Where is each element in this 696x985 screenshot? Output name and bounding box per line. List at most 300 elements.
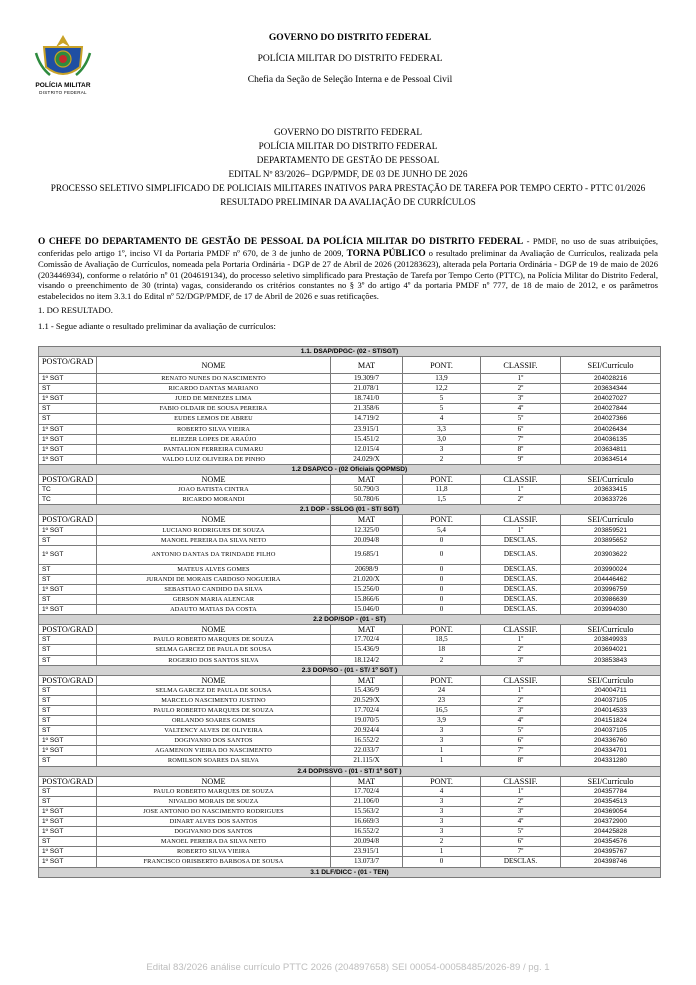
- cell-posto-grad: 1º SGT: [39, 545, 97, 564]
- cell-sei-curriculo: 204446462: [561, 574, 661, 584]
- cell-nome: ROGERIO DOS SANTOS SILVA: [97, 655, 331, 665]
- cell-sei-curriculo: 203634514: [561, 454, 661, 464]
- cell-sei-curriculo: 204004711: [561, 685, 661, 695]
- cell-classificacao: DESCLAS.: [481, 545, 561, 564]
- cell-sei-curriculo: 203634811: [561, 444, 661, 454]
- cell-posto-grad: ST: [39, 404, 97, 414]
- cell-posto-grad: TC: [39, 495, 97, 505]
- cell-matricula: 21.078/1: [331, 384, 403, 394]
- cell-sei-curriculo: 204331280: [561, 756, 661, 766]
- cell-classificacao: DESCLAS.: [481, 857, 561, 867]
- column-header-posto-grad: POSTO/GRAD: [39, 675, 97, 685]
- cell-pontuacao: 0: [403, 535, 481, 545]
- column-header-row: [39, 776, 661, 786]
- cell-matricula: 19.309/7: [331, 374, 403, 384]
- cell-pontuacao: 18,5: [403, 635, 481, 645]
- cell-pontuacao: 16,5: [403, 706, 481, 716]
- cell-classificacao: 6º: [481, 424, 561, 434]
- section-title: 2.3 DOP/SO - (01 - ST/ 1º SGT ): [39, 665, 661, 675]
- cell-pontuacao: 3: [403, 806, 481, 816]
- cell-pontuacao: 1,5: [403, 495, 481, 505]
- cell-classificacao: 5º: [481, 827, 561, 837]
- cell-pontuacao: 3: [403, 444, 481, 454]
- cell-sei-curriculo: 204027027: [561, 394, 661, 404]
- cell-posto-grad: 1º SGT: [39, 374, 97, 384]
- cell-classificacao: 1º: [481, 485, 561, 495]
- cell-pontuacao: 0: [403, 545, 481, 564]
- table-row: [39, 847, 661, 857]
- table-row: [39, 434, 661, 444]
- column-header-nome: NOME: [97, 357, 331, 374]
- cell-posto-grad: ST: [39, 594, 97, 604]
- cell-matricula: 20.924/4: [331, 726, 403, 736]
- pmdf-crest-icon: [30, 33, 96, 83]
- cell-classificacao: DESCLAS.: [481, 535, 561, 545]
- header-police: POLÍCIA MILITAR DO DISTRITO FEDERAL: [257, 54, 443, 64]
- column-header-matricula: MAT: [331, 357, 403, 374]
- column-header-posto-grad: POSTO/GRAD: [39, 625, 97, 635]
- column-header-nome: NOME: [97, 675, 331, 685]
- cell-nome: ADAUTO MATIAS DA COSTA: [97, 605, 331, 615]
- table-row: [39, 414, 661, 424]
- cell-posto-grad: ST: [39, 414, 97, 424]
- table-row: [39, 806, 661, 816]
- cell-posto-grad: 1º SGT: [39, 827, 97, 837]
- cell-sei-curriculo: 204014533: [561, 706, 661, 716]
- cell-pontuacao: 1: [403, 746, 481, 756]
- cell-posto-grad: 1º SGT: [39, 434, 97, 444]
- table-row: [39, 454, 661, 464]
- table-row: [39, 837, 661, 847]
- cell-classificacao: 2º: [481, 495, 561, 505]
- page-header: [0, 0, 696, 95]
- cell-sei-curriculo: 203990024: [561, 564, 661, 574]
- cell-sei-curriculo: 204036135: [561, 434, 661, 444]
- cell-matricula: 18.124/2: [331, 655, 403, 665]
- cell-nome: PAULO ROBERTO MARQUES DE SOUZA: [97, 786, 331, 796]
- cell-pontuacao: 24: [403, 685, 481, 695]
- column-header-matricula: MAT: [331, 776, 403, 786]
- column-header-row: [39, 675, 661, 685]
- section-title: 2.1 DOP - SSLOG (01 - ST/ SGT): [39, 505, 661, 515]
- cell-pontuacao: 13,9: [403, 374, 481, 384]
- cell-nome: ORLANDO SOARES GOMES: [97, 716, 331, 726]
- column-header-matricula: MAT: [331, 475, 403, 485]
- column-header-sei-curriculo: SEI/Currículo: [561, 625, 661, 635]
- cell-nome: DOGIVANIO DOS SANTOS: [97, 736, 331, 746]
- column-header-row: [39, 515, 661, 525]
- intro-text-b: o resultado preliminar da Avaliação de Currículos, realizada pela Comissão de Avaliação de Currículos, nomeada pela Portaria Ordinária - DGP de 27 de Abril de 2026 (201283623), alterada pela Portaria Ordinária - DGP de 19 de maio de 2026 (203446934), conforme o relatório nº 01 (204619134), do processo seletivo simplificado para Prestação de Tarefa por Tempo Certo (PTTC), na Polícia Militar do Distrito Federal, visando o preenchimento de 30 (trinta) vagas, considerando os critérios constantes no § 3º do artigo 4º da portaria PMDF nº 777, de 18 de maio de 2012, e os parâmetros estabelecidos no item 3.3.1 do Edital nº 52/DGP/PMDF, de 17 de Abril de 2026 e suas retificações.: [38, 247, 658, 301]
- cell-posto-grad: ST: [39, 756, 97, 766]
- cell-pontuacao: 2: [403, 454, 481, 464]
- cell-classificacao: 4º: [481, 817, 561, 827]
- cell-posto-grad: 1º SGT: [39, 857, 97, 867]
- cell-nome: MANOEL PEREIRA DA SILVA NETO: [97, 535, 331, 545]
- table-row: [39, 525, 661, 535]
- cell-matricula: 17.702/4: [331, 786, 403, 796]
- cell-classificacao: 3º: [481, 706, 561, 716]
- cell-matricula: 20698/9: [331, 564, 403, 574]
- page-footer: Edital 83/2026 análise currículo PTTC 2026 (204897658) SEI 00054-00058485/2026-89 / pg. 1: [146, 962, 550, 973]
- cell-posto-grad: ST: [39, 706, 97, 716]
- column-header-nome: NOME: [97, 625, 331, 635]
- section-title-row: [39, 464, 661, 474]
- cell-posto-grad: 1º SGT: [39, 584, 97, 594]
- table-row: [39, 404, 661, 414]
- column-header-pontuacao: PONT.: [403, 515, 481, 525]
- cell-classificacao: 3º: [481, 806, 561, 816]
- cell-matricula: 15.436/9: [331, 685, 403, 695]
- cell-classificacao: 6º: [481, 837, 561, 847]
- cell-matricula: 15.436/9: [331, 645, 403, 655]
- cell-sei-curriculo: 204395767: [561, 847, 661, 857]
- cell-posto-grad: 1º SGT: [39, 444, 97, 454]
- cell-classificacao: 4º: [481, 404, 561, 414]
- table-row: [39, 605, 661, 615]
- cell-pontuacao: 3: [403, 796, 481, 806]
- cell-classificacao: 4º: [481, 716, 561, 726]
- table-row: [39, 736, 661, 746]
- cell-nome: MATEUS ALVES GOMES: [97, 564, 331, 574]
- cell-matricula: 16.552/2: [331, 736, 403, 746]
- cell-sei-curriculo: 204336760: [561, 736, 661, 746]
- cell-sei-curriculo: 204372900: [561, 817, 661, 827]
- cell-classificacao: 5º: [481, 414, 561, 424]
- cell-classificacao: 2º: [481, 695, 561, 705]
- section-title-row: [39, 505, 661, 515]
- cell-pontuacao: 18: [403, 645, 481, 655]
- cell-matricula: 23.915/1: [331, 847, 403, 857]
- cell-pontuacao: 3,0: [403, 434, 481, 444]
- column-header-sei-curriculo: SEI/Currículo: [561, 475, 661, 485]
- cell-nome: MANOEL PEREIRA DA SILVA NETO: [97, 837, 331, 847]
- cell-posto-grad: 1º SGT: [39, 806, 97, 816]
- table-row: [39, 655, 661, 665]
- table-row: [39, 594, 661, 604]
- cell-pontuacao: 0: [403, 574, 481, 584]
- cell-pontuacao: 0: [403, 584, 481, 594]
- cell-sei-curriculo: 204037105: [561, 726, 661, 736]
- cell-pontuacao: 0: [403, 857, 481, 867]
- cell-nome: SELMA GARCEZ DE PAULA DE SOUSA: [97, 685, 331, 695]
- table-row: [39, 485, 661, 495]
- cell-pontuacao: 3: [403, 726, 481, 736]
- cell-classificacao: 8º: [481, 756, 561, 766]
- cell-nome: ROBERTO SILVA VIEIRA: [97, 424, 331, 434]
- cell-nome: LUCIANO RODRIGUES DE SOUZA: [97, 525, 331, 535]
- section-title: 2.4 DOP/SSVG - (01 - ST/ 1º SGT ): [39, 766, 661, 776]
- column-header-posto-grad: POSTO/GRAD: [39, 515, 97, 525]
- cell-nome: ROMILSON SOARES DA SILVA: [97, 756, 331, 766]
- table-row: [39, 857, 661, 867]
- cell-pontuacao: 3,3: [403, 424, 481, 434]
- cell-matricula: 12.325/0: [331, 525, 403, 535]
- cell-classificacao: 5º: [481, 726, 561, 736]
- title-government: GOVERNO DO DISTRITO FEDERAL: [273, 127, 423, 137]
- cell-posto-grad: ST: [39, 655, 97, 665]
- cell-pontuacao: 3,9: [403, 716, 481, 726]
- cell-matricula: 13.073/7: [331, 857, 403, 867]
- cell-matricula: 17.702/4: [331, 635, 403, 645]
- column-header-posto-grad: POSTO/GRAD: [39, 475, 97, 485]
- cell-matricula: 50.780/6: [331, 495, 403, 505]
- cell-matricula: 20.094/8: [331, 535, 403, 545]
- cell-matricula: 21.358/6: [331, 404, 403, 414]
- cell-sei-curriculo: 204026434: [561, 424, 661, 434]
- table-row: [39, 584, 661, 594]
- cell-sei-curriculo: 203633415: [561, 485, 661, 495]
- cell-nome: ROBERTO SILVA VIEIRA: [97, 847, 331, 857]
- cell-sei-curriculo: 203853843: [561, 655, 661, 665]
- cell-classificacao: 1º: [481, 374, 561, 384]
- column-header-sei-curriculo: SEI/Currículo: [561, 675, 661, 685]
- cell-nome: RENATO NUNES DO NASCIMENTO: [97, 374, 331, 384]
- column-header-pontuacao: PONT.: [403, 776, 481, 786]
- cell-pontuacao: 23: [403, 695, 481, 705]
- column-header-matricula: MAT: [331, 675, 403, 685]
- table-row: [39, 756, 661, 766]
- cell-sei-curriculo: 203694021: [561, 645, 661, 655]
- table-row: [39, 706, 661, 716]
- cell-classificacao: 1º: [481, 786, 561, 796]
- cell-matricula: 16.669/3: [331, 817, 403, 827]
- column-header-nome: NOME: [97, 475, 331, 485]
- cell-posto-grad: 1º SGT: [39, 746, 97, 756]
- column-header-row: [39, 625, 661, 635]
- cell-matricula: 19.070/5: [331, 716, 403, 726]
- cell-sei-curriculo: 204027366: [561, 414, 661, 424]
- cell-nome: FRANCISCO ORISBERTO BARBOSA DE SOUSA: [97, 857, 331, 867]
- section-title-row: [39, 347, 661, 357]
- cell-sei-curriculo: 204354576: [561, 837, 661, 847]
- cell-posto-grad: 1º SGT: [39, 736, 97, 746]
- cell-classificacao: 1º: [481, 635, 561, 645]
- cell-pontuacao: 2: [403, 655, 481, 665]
- cell-nome: SEBASTIAO CANDIDO DA SILVA: [97, 584, 331, 594]
- cell-posto-grad: ST: [39, 635, 97, 645]
- logo-text-district: DISTRITO FEDERAL: [39, 90, 87, 95]
- cell-matricula: 23.915/1: [331, 424, 403, 434]
- cell-nome: EUDES LEMOS DE ABREU: [97, 414, 331, 424]
- cell-classificacao: 1º: [481, 685, 561, 695]
- column-header-pontuacao: PONT.: [403, 357, 481, 374]
- column-header-nome: NOME: [97, 515, 331, 525]
- cell-pontuacao: 5: [403, 404, 481, 414]
- cell-classificacao: 3º: [481, 394, 561, 404]
- cell-nome: VALTENCY ALVES DE OLIVEIRA: [97, 726, 331, 736]
- cell-matricula: 20.529/X: [331, 695, 403, 705]
- cell-nome: ELIEZER LOPES DE ARAÚJO: [97, 434, 331, 444]
- cell-classificacao: 2º: [481, 796, 561, 806]
- table-row: [39, 545, 661, 564]
- cell-classificacao: 8º: [481, 444, 561, 454]
- column-header-classificacao: CLASSIF.: [481, 675, 561, 685]
- column-header-classificacao: CLASSIF.: [481, 357, 561, 374]
- cell-pontuacao: 0: [403, 594, 481, 604]
- table-row: [39, 827, 661, 837]
- cell-nome: VALDO LUIZ OLIVEIRA DE PINHO: [97, 454, 331, 464]
- cell-matricula: 21.106/0: [331, 796, 403, 806]
- cell-matricula: 17.702/4: [331, 706, 403, 716]
- cell-pontuacao: 3: [403, 817, 481, 827]
- cell-sei-curriculo: 204357784: [561, 786, 661, 796]
- logo-text-police: POLÍCIA MILITAR: [35, 82, 91, 89]
- cell-pontuacao: 1: [403, 847, 481, 857]
- intro-torna-publico: TORNA PÚBLICO: [346, 248, 426, 259]
- column-header-matricula: MAT: [331, 515, 403, 525]
- cell-posto-grad: 1º SGT: [39, 525, 97, 535]
- table-row: [39, 444, 661, 454]
- cell-nome: MARCELO NASCIMENTO JUSTINO: [97, 695, 331, 705]
- cell-nome: PAULO ROBERTO MARQUES DE SOUZA: [97, 706, 331, 716]
- cell-posto-grad: 1º SGT: [39, 394, 97, 404]
- section-title-row: [39, 615, 661, 625]
- cell-matricula: 20.094/8: [331, 837, 403, 847]
- cell-pontuacao: 0: [403, 605, 481, 615]
- column-header-pontuacao: PONT.: [403, 675, 481, 685]
- column-header-posto-grad: POSTO/GRAD: [39, 776, 97, 786]
- cell-classificacao: 1º: [481, 525, 561, 535]
- cell-pontuacao: 2: [403, 837, 481, 847]
- cell-sei-curriculo: 203859521: [561, 525, 661, 535]
- table-row: [39, 394, 661, 404]
- cell-matricula: 15.256/0: [331, 584, 403, 594]
- cell-classificacao: DESCLAS.: [481, 564, 561, 574]
- cell-nome: FABIO OLDAIR DE SOUSA PEREIRA: [97, 404, 331, 414]
- cell-matricula: 50.790/3: [331, 485, 403, 495]
- cell-posto-grad: 1º SGT: [39, 605, 97, 615]
- cell-pontuacao: 4: [403, 414, 481, 424]
- table-row: [39, 685, 661, 695]
- column-header-classificacao: CLASSIF.: [481, 625, 561, 635]
- cell-posto-grad: 1º SGT: [39, 847, 97, 857]
- cell-sei-curriculo: 204151824: [561, 716, 661, 726]
- table-row: [39, 726, 661, 736]
- table-row: [39, 495, 661, 505]
- cell-classificacao: 9º: [481, 454, 561, 464]
- cell-posto-grad: ST: [39, 786, 97, 796]
- cell-matricula: 19.685/1: [331, 545, 403, 564]
- title-process: PROCESSO SELETIVO SIMPLIFICADO DE POLICIAIS MILITARES INATIVOS PARA PRESTAÇÃO DE TAREFA POR TEMPO CERTO - PTTC 01/2026: [50, 183, 646, 193]
- cell-posto-grad: ST: [39, 695, 97, 705]
- section-title: 1.2 DSAP/CO - (02 Oficiais QOPMSD): [39, 464, 661, 474]
- cell-sei-curriculo: 203996759: [561, 584, 661, 594]
- column-header-pontuacao: PONT.: [403, 475, 481, 485]
- cell-pontuacao: 5: [403, 394, 481, 404]
- title-department: DEPARTAMENTO DE GESTÃO DE PESSOAL: [256, 155, 440, 165]
- section-title: 1.1. DSAP/DPGC- (02 - ST/SGT): [39, 347, 661, 357]
- table-row: [39, 384, 661, 394]
- cell-pontuacao: 11,8: [403, 485, 481, 495]
- section-title-row: [39, 665, 661, 675]
- column-header-classificacao: CLASSIF.: [481, 776, 561, 786]
- title-result: RESULTADO PRELIMINAR DA AVALIAÇÃO DE CURRÍCULOS: [220, 197, 476, 207]
- table-row: [39, 695, 661, 705]
- table-row: [39, 374, 661, 384]
- cell-sei-curriculo: 203634344: [561, 384, 661, 394]
- cell-sei-curriculo: 204028216: [561, 374, 661, 384]
- cell-matricula: 12.015/4: [331, 444, 403, 454]
- column-header-posto-grad: POSTO/GRAD: [39, 357, 97, 374]
- cell-sei-curriculo: 204037105: [561, 695, 661, 705]
- cell-sei-curriculo: 204425828: [561, 827, 661, 837]
- cell-matricula: 14.719/2: [331, 414, 403, 424]
- intro-lead: O CHEFE DO DEPARTAMENTO DE GESTÃO DE PESSOAL DA POLÍCIA MILITAR DO DISTRITO FEDERAL: [38, 237, 524, 247]
- cell-classificacao: DESCLAS.: [481, 584, 561, 594]
- cell-classificacao: 2º: [481, 645, 561, 655]
- section-title: 3.1 DLF/DICC - (01 - TEN): [39, 867, 661, 877]
- cell-nome: AGAMENON VIEIRA DO NASCIMENTO: [97, 746, 331, 756]
- table-row: [39, 716, 661, 726]
- column-header-classificacao: CLASSIF.: [481, 475, 561, 485]
- cell-matricula: 15.046/0: [331, 605, 403, 615]
- cell-nome: JURANDI DE MORAIS CARDOSO NOGUEIRA: [97, 574, 331, 584]
- cell-nome: JUED DE MENEZES LIMA: [97, 394, 331, 404]
- column-header-row: [39, 357, 661, 374]
- cell-posto-grad: 1º SGT: [39, 454, 97, 464]
- header-government: GOVERNO DO DISTRITO FEDERAL: [268, 33, 432, 43]
- cell-posto-grad: ST: [39, 574, 97, 584]
- section-result-subheading: 1.1 - Segue adiante o resultado preliminar da avaliação de currículos:: [38, 321, 276, 331]
- cell-posto-grad: ST: [39, 384, 97, 394]
- cell-posto-grad: TC: [39, 485, 97, 495]
- column-header-classificacao: CLASSIF.: [481, 515, 561, 525]
- cell-matricula: 18.741/0: [331, 394, 403, 404]
- cell-classificacao: 7º: [481, 434, 561, 444]
- cell-nome: SELMA GARCEZ DE PAULA DE SOUSA: [97, 645, 331, 655]
- cell-nome: JOAO BATISTA CINTRA: [97, 485, 331, 495]
- cell-sei-curriculo: 203895652: [561, 535, 661, 545]
- column-header-pontuacao: PONT.: [403, 625, 481, 635]
- cell-posto-grad: ST: [39, 535, 97, 545]
- cell-sei-curriculo: 203986639: [561, 594, 661, 604]
- cell-posto-grad: 1º SGT: [39, 424, 97, 434]
- column-header-nome: NOME: [97, 776, 331, 786]
- header-section: Chefia da Seção de Seleção Interna e de Pessoal Civil: [247, 75, 453, 85]
- cell-sei-curriculo: 204354513: [561, 796, 661, 806]
- cell-pontuacao: 0: [403, 564, 481, 574]
- cell-classificacao: DESCLAS.: [481, 605, 561, 615]
- section-title-row: [39, 766, 661, 776]
- intro-paragraph: [38, 236, 658, 302]
- intro-text-a: - PMDF, no uso de suas atribuições, conferidas pelo artigo 1º, inciso VI da Portaria PMDF nº 670, de 3 de junho de 2009,: [38, 236, 658, 258]
- cell-nome: PANTALION FERREIRA CUMARU: [97, 444, 331, 454]
- cell-sei-curriculo: 203994030: [561, 605, 661, 615]
- table-row: [39, 796, 661, 806]
- results-table: [38, 346, 661, 878]
- table-row: [39, 817, 661, 827]
- cell-pontuacao: 1: [403, 756, 481, 766]
- cell-matricula: 15.563/2: [331, 806, 403, 816]
- cell-nome: RICARDO DANTAS MARIANO: [97, 384, 331, 394]
- table-row: [39, 645, 661, 655]
- cell-matricula: 15.451/2: [331, 434, 403, 444]
- cell-sei-curriculo: 203903622: [561, 545, 661, 564]
- cell-matricula: 24.029/X: [331, 454, 403, 464]
- cell-posto-grad: ST: [39, 685, 97, 695]
- cell-classificacao: 7º: [481, 847, 561, 857]
- title-edital: EDITAL Nº 83/2026– DGP/PMDF, DE 03 DE JUNHO DE 2026: [228, 169, 468, 179]
- cell-nome: GERSON MARIA ALENCAR: [97, 594, 331, 604]
- cell-nome: ANTONIO DANTAS DA TRINDADE FILHO: [97, 545, 331, 564]
- cell-sei-curriculo: 204369054: [561, 806, 661, 816]
- cell-pontuacao: 4: [403, 786, 481, 796]
- cell-sei-curriculo: 203849933: [561, 635, 661, 645]
- cell-sei-curriculo: 204334701: [561, 746, 661, 756]
- cell-sei-curriculo: 203633726: [561, 495, 661, 505]
- section-result-heading: 1. DO RESULTADO.: [38, 305, 113, 315]
- cell-nome: PAULO ROBERTO MARQUES DE SOUZA: [97, 635, 331, 645]
